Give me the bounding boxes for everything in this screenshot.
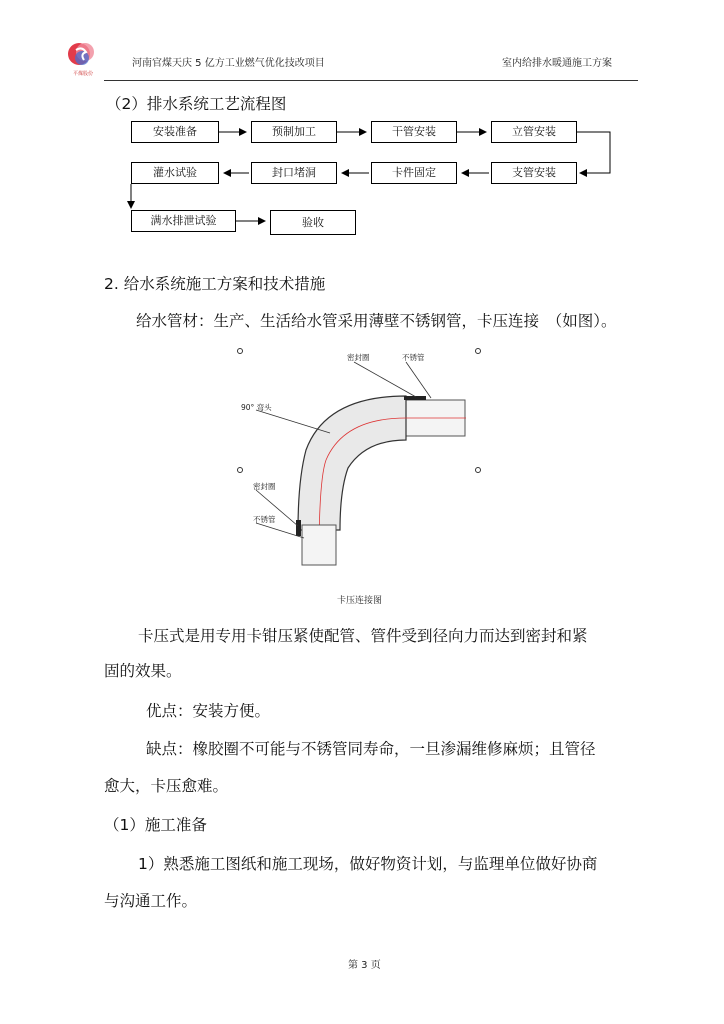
figure-caption: 卡压连接图	[337, 596, 383, 606]
water-pipe-text: 给水管材：生产、生活给水管采用薄壁不锈钢管，卡压连接 （如图）。	[136, 312, 617, 330]
label-stainless-top: 不锈管	[402, 353, 425, 362]
press-fit-diagram	[226, 340, 496, 580]
flow-step-water-test: 灌水试验	[131, 162, 219, 184]
leader-stainless-top	[406, 362, 431, 398]
body-press-fit-line1: 卡压式是用专用卡钳压紧使配管、管件受到径向力而达到密封和紧	[138, 627, 588, 645]
body-disadvantage-line1: 缺点：橡胶圈不可能与不锈管同寿命，一旦渗漏维修麻烦；且管径	[146, 740, 596, 758]
page-number: 第 3 页	[348, 960, 381, 971]
prep-item1-line2: 与沟通工作。	[104, 892, 198, 910]
body-disadvantage-line2: 愈大，卡压愈难。	[104, 777, 229, 795]
flow-step-seal-holes: 封口堵洞	[251, 162, 337, 184]
corner-mark	[476, 349, 481, 354]
flow-step-clamp-fix: 卡件固定	[371, 162, 457, 184]
flow-step-riser: 立管安装	[491, 121, 577, 143]
corner-mark	[476, 468, 481, 473]
flow-step-acceptance: 验收	[270, 210, 356, 235]
label-seal-ring-top: 密封圈	[347, 353, 370, 362]
elbow-body	[298, 396, 406, 530]
water-section-title: 2. 给水系统施工方案和技术措施	[104, 275, 326, 293]
body-advantage: 优点：安装方便。	[146, 702, 271, 720]
logo-caption: 平煤股份	[72, 71, 93, 77]
flow-step-prepare: 安装准备	[131, 121, 219, 143]
header-document-title: 室内给排水暖通施工方案	[502, 58, 612, 69]
prep-item1-line1: 1）熟悉施工图纸和施工现场，做好物资计划，与监理单位做好协商	[138, 855, 598, 873]
flow-step-branch-pipe: 支管安装	[491, 162, 577, 184]
drainage-section-title: （2）排水系统工艺流程图	[106, 95, 287, 113]
label-seal-ring-bottom: 密封圈	[253, 482, 276, 491]
seal-ring-bottom	[296, 520, 301, 536]
flowchart-arrows	[0, 0, 724, 260]
prep-section-title: （1）施工准备	[104, 816, 207, 834]
stainless-pipe-vertical	[302, 525, 336, 565]
label-elbow: 90° 弯头	[241, 403, 272, 412]
leader-elbow	[256, 410, 330, 433]
corner-mark	[238, 468, 243, 473]
flow-step-full-drain-test: 满水排泄试验	[131, 210, 236, 232]
arrow-4	[577, 132, 610, 173]
label-stainless-bottom: 不锈管	[253, 515, 276, 524]
corner-mark	[238, 349, 243, 354]
flow-step-prefab: 预制加工	[251, 121, 337, 143]
flow-step-main-pipe: 干管安装	[371, 121, 457, 143]
body-press-fit-line2: 固的效果。	[104, 662, 182, 680]
header-project-name: 河南官煤天庆 5 亿方工业燃气优化技改项目	[132, 58, 325, 69]
leader-seal-top	[354, 362, 416, 397]
